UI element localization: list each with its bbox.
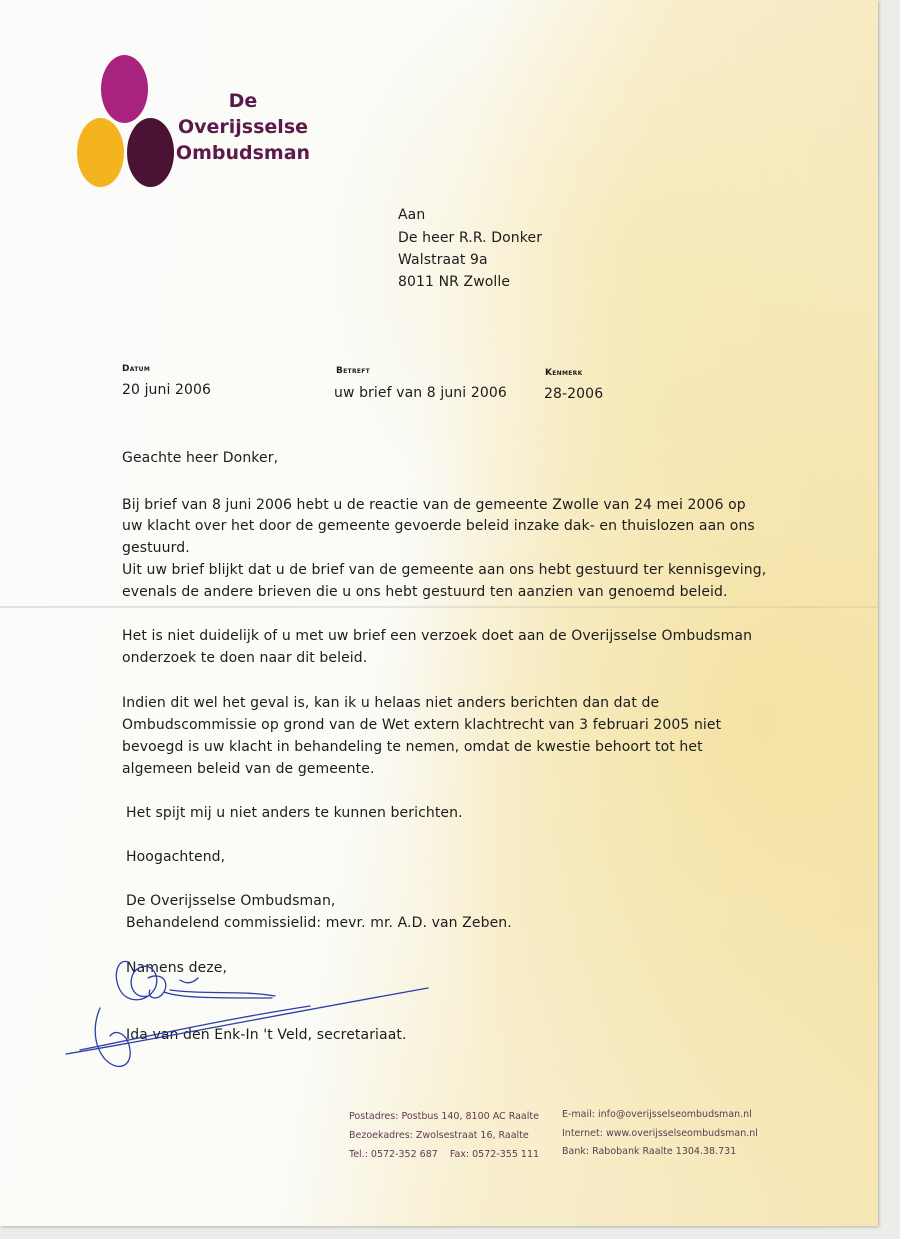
org-name xyxy=(163,88,323,166)
paragraph-line: Bij brief van 8 juni 2006 hebt u de reactie van de gemeente Zwolle van 24 mei 2006 op xyxy=(122,497,746,513)
paragraph-line: evenals de andere brieven die u ons hebt gestuurd ten aanzien van genoemd beleid. xyxy=(122,584,728,600)
recipient-line: De heer R.R. Donker xyxy=(398,230,543,246)
betreft-value: uw brief van 8 juni 2006 xyxy=(334,385,507,401)
signature-image xyxy=(60,950,440,1080)
kenmerk-value: 28-2006 xyxy=(544,386,604,402)
sender-line-1: De Overijsselse Ombudsman, xyxy=(126,893,336,909)
datum-label: Datum xyxy=(122,364,151,374)
footer-internet: Internet: www.overijsselseombudsman.nl xyxy=(562,1128,758,1139)
paragraph-line: Indien dit wel het geval is, kan ik u helaas niet anders berichten dan dat de xyxy=(122,695,660,711)
sender-line-2: Behandelend commissielid: mevr. mr. A.D. van Zeben. xyxy=(126,915,512,931)
salutation: Geachte heer Donker, xyxy=(122,450,279,466)
footer-tel-fax: Tel.: 0572-352 687 Fax: 0572-355 111 xyxy=(349,1149,540,1160)
betreft-label: Betreft xyxy=(336,366,371,376)
closing: Hoogachtend, xyxy=(126,849,226,865)
paragraph-line: onderzoek te doen naar dit beleid. xyxy=(122,650,368,666)
paragraph-line: Uit uw brief blijkt dat u de brief van de gemeente aan ons hebt gestuurd ter kennisgeving, xyxy=(122,562,767,578)
paragraph-line: Ombudscommissie op grond van de Wet extern klachtrecht van 3 februari 2005 niet xyxy=(122,717,722,733)
recipient-line: Aan xyxy=(398,207,426,223)
fold-line xyxy=(0,606,878,608)
org-name-line1: De Overijsselse xyxy=(177,90,309,138)
paragraph-line: uw klacht over het door de gemeente gevoerde beleid inzake dak- en thuislozen aan ons xyxy=(122,518,755,534)
footer-postadres: Postadres: Postbus 140, 8100 AC Raalte xyxy=(349,1111,539,1122)
logo-yellow-circle xyxy=(77,118,124,187)
paragraph-4: Het spijt mij u niet anders te kunnen berichten. xyxy=(126,805,463,821)
recipient-line: Walstraat 9a xyxy=(398,252,488,268)
paragraph-line: gestuurd. xyxy=(122,540,190,556)
org-name-line2: Ombudsman xyxy=(175,142,311,164)
paragraph-line: bevoegd is uw klacht in behandeling te nemen, omdat de kwestie behoort tot het xyxy=(122,739,703,755)
footer-bank: Bank: Rabobank Raalte 1304.38.731 xyxy=(562,1146,737,1157)
logo-magenta-circle xyxy=(101,55,148,123)
signer-line: Ida van den Enk-In 't Veld, secretariaat. xyxy=(126,1027,407,1043)
datum-value: 20 juni 2006 xyxy=(122,382,212,398)
footer-bezoekadres: Bezoekadres: Zwolsestraat 16, Raalte xyxy=(349,1130,529,1141)
recipient-line: 8011 NR Zwolle xyxy=(398,274,511,290)
kenmerk-label: Kenmerk xyxy=(545,368,583,378)
paragraph-line: Het is niet duidelijk of u met uw brief een verzoek doet aan de Overijsselse Ombudsman xyxy=(122,628,753,644)
footer-email: E-mail: info@overijsselseombudsman.nl xyxy=(562,1109,752,1120)
paragraph-line: algemeen beleid van de gemeente. xyxy=(122,761,375,777)
namens-line: Namens deze, xyxy=(126,960,228,976)
